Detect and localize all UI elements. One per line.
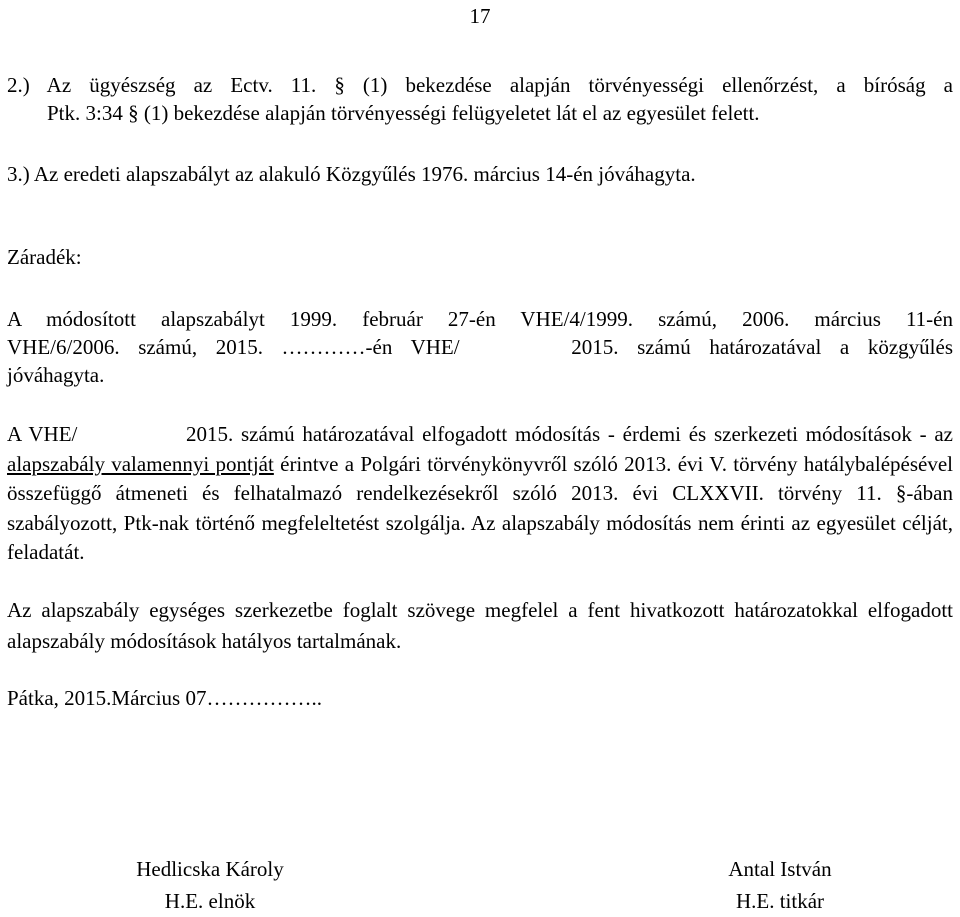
consolidated-paragraph: Az alapszabály egységes szerkezetbe foglalt szövege megfelel a fent hivatkozott határozatokkal elfogadott alapszabály módosítások hatályos tartalmának. [7,598,953,653]
zaradek-line-3: jóváhagyta. [7,363,105,387]
paragraph-2-line-2: Ptk. 3:34 § (1) bekezdése alapján törvényességi felügyeletet lát el az egyesület felett. [47,101,760,125]
modification-paragraph [7,420,959,568]
signature-left-title: H.E. elnök [164,889,256,913]
signature-right-title: H.E. titkár [735,889,825,913]
paragraph-2 [7,71,953,127]
zaradek-line-2: VHE/6/2006. számú, 2015. …………-én VHE/ 2015. számú határozatával a közgyűlés [7,335,953,359]
signature-left-name: Hedlicska Károly [136,857,284,881]
signature-right [700,853,860,917]
modification-text-underlined: alapszabály valamennyi pontját [7,451,274,476]
zaradek-line-1: A módosított alapszabályt 1999. február 27-én VHE/4/1999. számú, 2006. március 11-én [7,307,953,331]
signature-left [110,853,310,917]
zaradek-text [7,305,953,389]
zaradek-heading: Záradék: [7,245,82,269]
place-date: Pátka, 2015.Március 07…………….. [7,686,322,710]
modification-text-end: érintve a Polgári törvénykönyvről szóló 2013. évi V. törvény hatálybalépésével összefüggő átmeneti és felhatalmazó rendelkezésekről szóló 2013. évi CLXXVII. törvény 11. §-ában szabályozott, Ptk-nak történő megfeleltetést szolgálja. Az alapszabály módosítás nem érinti az egyesület célját, feladatát. [7,451,959,564]
modification-text-start: A VHE/ 2015. számú határozatával elfogadott módosítás - érdemi és szerkezeti módosítások - az [7,422,959,446]
page-number: 17 [469,4,491,28]
paragraph-3: 3.) Az eredeti alapszabályt az alakuló Közgyűlés 1976. március 14-én jóváhagyta. [7,162,696,186]
signature-right-name: Antal István [728,857,832,881]
paragraph-2-line-1: 2.) Az ügyészség az Ectv. 11. § (1) bekezdése alapján törvényességi ellenőrzést, a bíróság a [7,73,953,97]
